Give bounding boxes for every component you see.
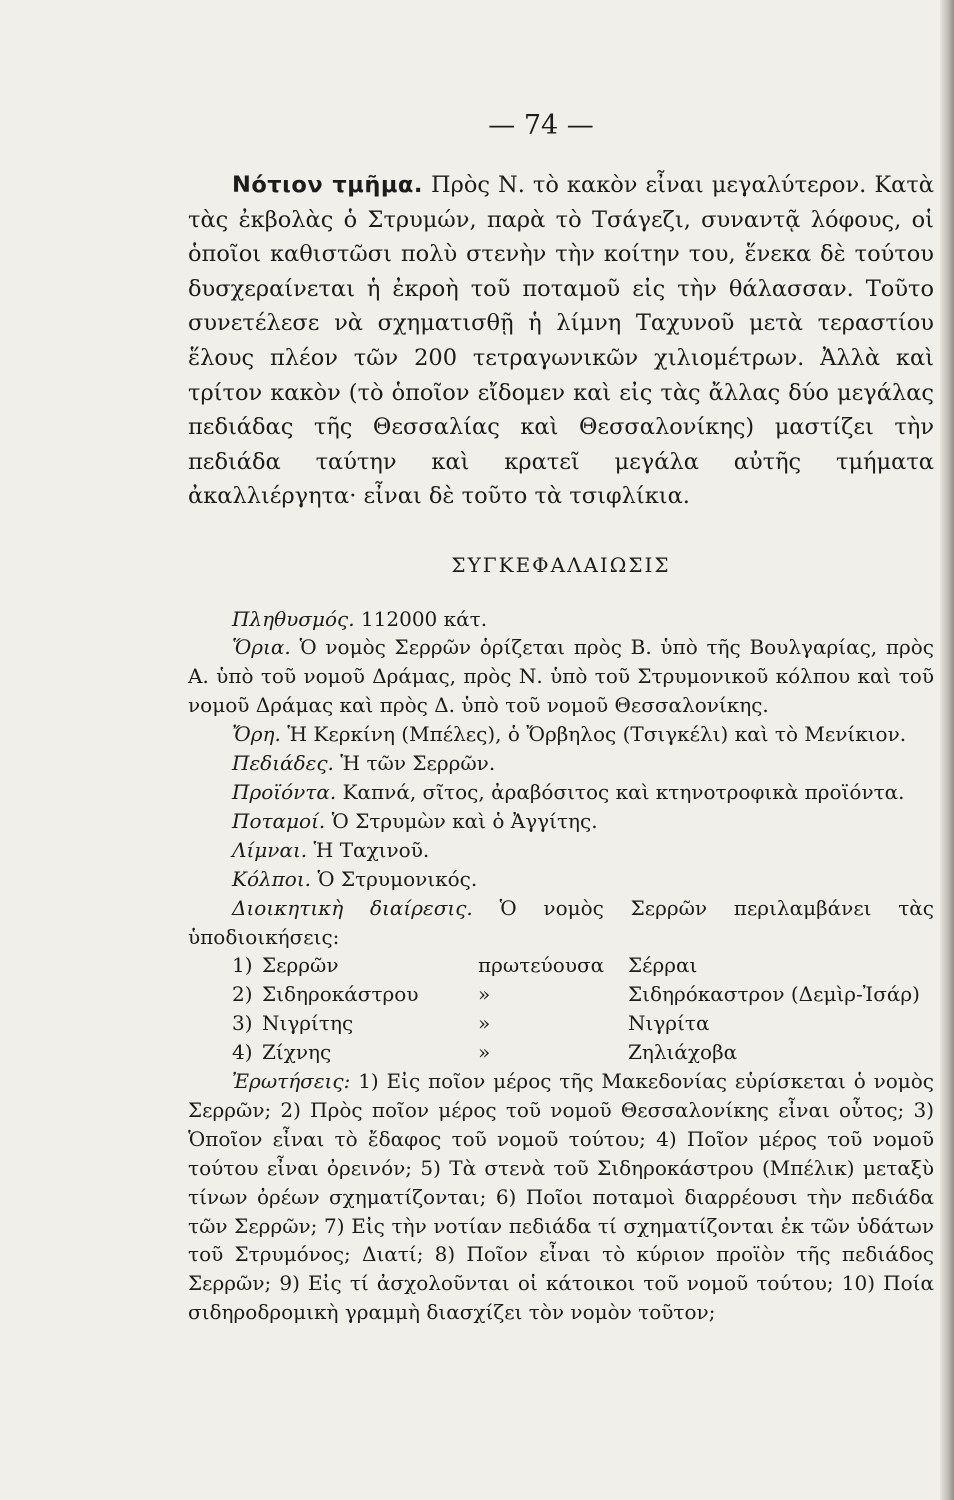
intro-paragraph (188, 168, 934, 514)
plains-label: Πεδιάδες. (232, 751, 334, 776)
district-name: Σερρῶν (262, 953, 339, 978)
district-capital: Ζηλιάχοβα (628, 1040, 738, 1065)
gulfs-text: Ὁ Στρυμονικός. (317, 866, 478, 891)
population-label: Πληθυσμός. (232, 606, 355, 631)
rivers-text: Ὁ Στρυμὼν καὶ ὁ Ἀγγίτης. (331, 808, 598, 833)
questions-text: 1) Εἰς ποῖον μέρος τῆς Μακεδονίας εὑρίσκεται ὁ νομὸς Σερρῶν; 2) Πρὸς ποῖον μέρος τοῦ νομοῦ Θεσσαλονίκης εἶναι οὗτος; 3) Ὁποῖον εἶναι τὸ ἔδαφος τοῦ νομοῦ τούτου; 4) Ποῖον μέρος τοῦ νομοῦ τούτου εἶναι ὀρεινόν; 5) Τὰ στενὰ τοῦ Σιδηροκάστρου (Μπέλικ) μεταξὺ τίνων ὀρέων σχηματίζονται; 6) Ποῖοι ποταμοὶ διαρρέουσι τὴν πεδιάδα τῶν Σερρῶν; 7) Εἰς τὴν νοτίαν πεδιάδα τί σχηματίζονται ἐκ τῶν ὑδάτων τοῦ Στρυμόνος; Διατί; 8) Ποῖον εἶναι τὸ κύριον προϊὸν τῆς πεδιάδος Σερρῶν; 9) Εἰς τί ἀσχολοῦνται οἱ κάτοικοι τοῦ νομοῦ τούτου; 10) Ποία σιδηροδρομικὴ γραμμὴ διασχίζει τὸν νομὸν τοῦτον; (188, 1069, 935, 1325)
borders-label: Ὅρια. (232, 635, 291, 660)
summary-gulfs (188, 865, 934, 894)
district-capital-mark: πρωτεύουσα (478, 953, 605, 978)
lakes-text: Ἡ Ταχινοῦ. (313, 837, 430, 862)
summary-lakes (188, 836, 934, 865)
district-number: 3) (232, 1011, 253, 1036)
summary-title: ΣΥΓΚΕΦΑΛΑΙΩΣΙΣ (451, 552, 671, 577)
administrative-label: Διοικητικὴ διαίρεσις. (232, 895, 473, 920)
mountains-label: Ὄρη. (232, 722, 281, 747)
mountains-text: Ἡ Κερκίνη (Μπέλες), ὁ Ὄρβηλος (Τσιγκέλι) καὶ τὸ Μενίκιον. (287, 722, 907, 747)
district-name: Σιδηροκάστρου (262, 982, 419, 1007)
district-capital-mark: » (478, 1011, 491, 1036)
summary-borders (188, 633, 934, 720)
products-text: Καπνά, σῖτος, ἀραβόσιτος καὶ κτηνοτροφικὰ προϊόντα. (342, 779, 905, 804)
summary-administrative (188, 894, 934, 952)
district-name: Ζίχνης (262, 1040, 332, 1065)
district-number: 4) (232, 1040, 253, 1065)
district-name: Νιγρίτης (262, 1011, 354, 1036)
list-item (232, 951, 934, 980)
list-item (232, 1038, 934, 1067)
district-capital-mark: » (478, 982, 491, 1007)
gulfs-label: Κόλποι. (232, 866, 312, 891)
district-list (188, 951, 934, 1067)
summary-rivers (188, 807, 934, 836)
products-label: Προϊόντα. (232, 779, 337, 804)
page-number: — 74 — (488, 110, 594, 141)
rivers-label: Ποταμοί. (232, 808, 326, 833)
district-number: 2) (232, 982, 253, 1007)
summary-section (188, 605, 934, 1328)
page-content (188, 100, 934, 1327)
summary-population (188, 605, 934, 634)
questions-label: Ἐρωτήσεις: (232, 1069, 351, 1094)
population-text: 112000 κάτ. (360, 606, 488, 631)
district-number: 1) (232, 953, 253, 978)
list-item (232, 1009, 934, 1038)
summary-products (188, 778, 934, 807)
intro-text: Πρὸς Ν. τὸ κακὸν εἶναι μεγαλύτερον. Κατὰ τὰς ἐκβολὰς ὁ Στρυμών, παρὰ τὸ Τσάγεζι, συναντᾷ λόφους, οἱ ὁποῖοι καθιστῶσι πολὺ στενὴν τὴν κοίτην του, ἕνεκα δὲ τούτου δυσχεραίνεται ἡ ἐκροὴ τοῦ ποταμοῦ εἰς τὴν θάλασσαν. Τοῦτο συνετέλεσε νὰ σχηματισθῇ ἡ λίμνη Ταχυνοῦ μετὰ τεραστίου ἕλους πλέον τῶν 200 τετραγωνικῶν χιλιομέτρων. Ἀλλὰ καὶ τρίτον κακὸν (τὸ ὁποῖον εἴδομεν καὶ εἰς τὰς ἄλλας δύο μεγάλας πεδιάδας τῆς Θεσσαλίας καὶ Θεσσαλονίκης) μαστίζει τὴν πεδιάδα ταύτην καὶ κρατεῖ μεγάλα αὐτῆς τμήματα ἀκαλλιέργητα· εἶναι δὲ τοῦτο τὰ τσιφλίκια. (188, 172, 934, 510)
borders-text: Ὁ νομὸς Σερρῶν ὁρίζεται πρὸς Β. ὑπὸ τῆς Βουλγαρίας, πρὸς Α. ὑπὸ τοῦ νομοῦ Δράμας, πρὸς Ν. ὑπὸ τοῦ Στρυμονικοῦ κόλπου καὶ τοῦ νομοῦ Δράμας καὶ πρὸς Δ. ὑπὸ τοῦ νομοῦ Θεσσαλονίκης. (188, 635, 935, 718)
district-capital: Σέρραι (628, 953, 698, 978)
district-capital: Νιγρίτα (628, 1011, 710, 1036)
summary-plains (188, 749, 934, 778)
intro-heading: Νότιον τμῆμα. (232, 172, 423, 198)
lakes-label: Λίμναι. (232, 837, 308, 862)
district-capital: Σιδηρόκαστρον (Δεμὶρ-Ἰσάρ) (628, 982, 920, 1007)
list-item (232, 980, 934, 1009)
page-edge-shadow (940, 0, 954, 1500)
plains-text: Ἡ τῶν Σερρῶν. (340, 751, 496, 776)
district-capital-mark: » (478, 1040, 491, 1065)
summary-questions (188, 1067, 934, 1327)
summary-mountains (188, 720, 934, 749)
administrative-text: Ὁ νομὸς Σερρῶν περιλαμβάνει τὰς ὑποδιοικήσεις: (188, 895, 935, 949)
